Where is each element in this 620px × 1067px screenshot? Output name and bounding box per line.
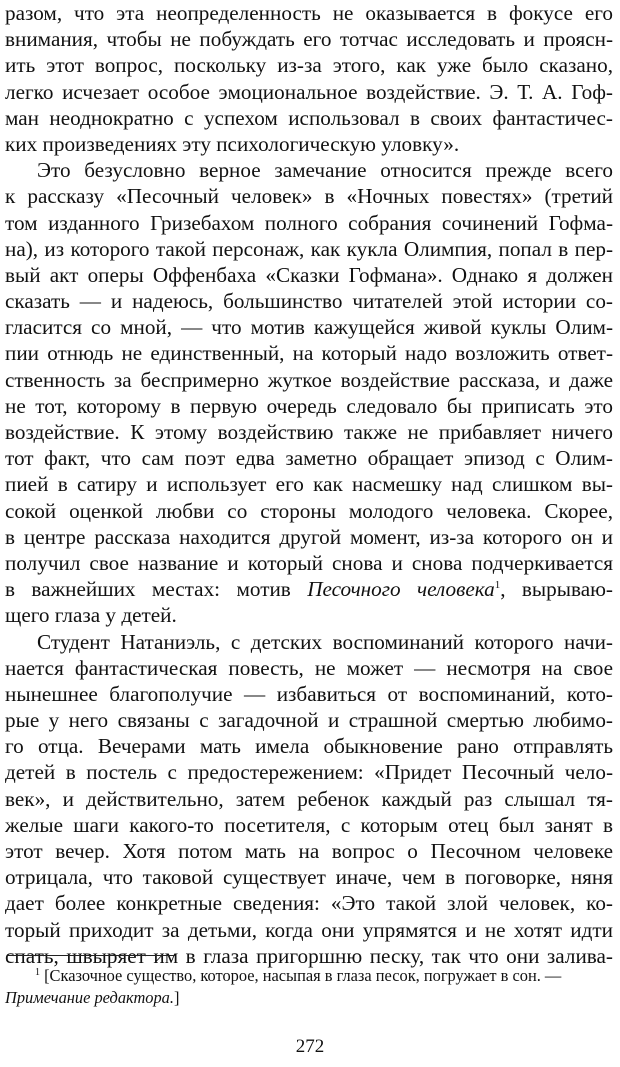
text-line: го отца. Вечерами мать имела обыкновение рано отправлять <box>5 734 613 759</box>
footnote <box>5 965 613 1008</box>
page-number: 272 <box>295 1036 325 1057</box>
text-line: ственность за беспримерно жуткое воздействие рассказа, и даже <box>5 367 613 392</box>
text-line: торый приходит за детьми, когда они упрямятся и не хотят идти <box>5 917 613 942</box>
text-line-with-footnote-ref <box>5 576 613 602</box>
text-line: тот факт, что сам поэт едва заметно обращает эпизод с Олим- <box>5 446 613 471</box>
text-line: отрицала, что таковой существует иначе, чем в поговорке, няня <box>5 865 613 890</box>
text-line: спать, швыряет им в глаза пригоршню песку, так что они залива- <box>5 943 613 968</box>
text-line: к рассказу «Песочный человек» в «Ночных повестях» (третий <box>5 184 613 209</box>
footnote-ref[interactable]: 1 <box>494 579 501 592</box>
text-line: сокой оценкой любви со стороны молодого человека. Скорее, <box>5 498 613 523</box>
text-line: легко исчезает особое эмоциональное воздействие. Э. Т. А. Гоф- <box>5 79 613 104</box>
text-line: щего глаза у детей. <box>5 603 177 628</box>
main-text <box>5 0 613 969</box>
text-line: на), из которого такой персонаж, как кукла Олимпия, попал в пер- <box>5 236 613 261</box>
text-line: ить этот вопрос, поскольку из-за этого, как уже было сказано, <box>5 53 613 78</box>
text-line: том изданного Гризебахом полного собрания сочинений Гофма- <box>5 210 613 235</box>
footnote-marker: 1 <box>35 967 40 978</box>
text-line: дает более конкретные сведения: «Это такой злой человек, ко- <box>5 891 613 916</box>
text-line: пии отнюдь не единственный, на который надо возложить ответ- <box>5 341 613 366</box>
text-line: век», и действительно, затем ребенок каждый раз слышал тя- <box>5 786 613 811</box>
text-line: пией в сатиру и использует его как насмешку над слишком вы- <box>5 472 613 497</box>
text-line: получил свое название и который снова и снова подчеркивается <box>5 550 613 575</box>
footnote-bracket: ] <box>173 987 180 1007</box>
footnote-divider <box>8 955 175 956</box>
text-line: воздействие. К этому воздействию также не прибавляет ничего <box>5 420 613 444</box>
footnote-text: [Сказочное существо, которое, насыпая в глаза песок, погружает в сон. — <box>40 966 562 985</box>
text-line: Студент Натаниэль, с детских воспоминаний которого начи- <box>37 629 613 654</box>
footnote-line <box>5 987 613 1009</box>
text-line: этот вечер. Хотя потом мать на вопрос о Песочном человеке <box>5 839 613 863</box>
text-line: разом, что эта неопределенность не оказывается в фокусе его <box>5 1 613 25</box>
footnote-line <box>5 965 613 987</box>
text-line: сказать — и надеюсь, большинство читателей этой истории со- <box>5 289 613 314</box>
text-line: нынешнее благополучие — избавиться от воспоминаний, кото- <box>5 681 613 706</box>
text-line: ман неоднократно с успехом использовал в своих фантастичес- <box>5 105 613 130</box>
text-line: в центре рассказа находится другой момент, из-за которого он и <box>5 524 613 549</box>
text-fragment: в важнейших местах: мотив <box>5 577 308 602</box>
text-line: желые шаги какого-то посетителя, с которым отец был занят в <box>5 812 613 837</box>
text-line: внимания, чтобы не побуждать его тотчас исследовать и проясн- <box>5 27 613 52</box>
text-line: Это безусловно верное замечание относится прежде всего <box>37 158 613 183</box>
italic-term: Песочного человека <box>307 577 495 602</box>
text-line: гласится со мной, — что мотив кажущейся живой куклы Олим- <box>5 315 613 340</box>
text-line: не тот, которому в первую очередь следовало бы приписать это <box>5 393 613 418</box>
text-fragment: , вырываю- <box>500 577 613 602</box>
editor-note: Примечание редактора. <box>5 987 174 1007</box>
text-line: детей в постель с предостережением: «Придет Песочный чело- <box>5 760 613 785</box>
text-line: вый акт оперы Оффенбаха «Сказки Гофмана». Однако я должен <box>5 262 613 287</box>
text-line: ких произведениях эту психологическую уловку». <box>5 131 460 156</box>
text-line: рые у него связаны с загадочной и страшной смертью любимо- <box>5 708 613 733</box>
text-line: нается фантастическая повесть, не может — несмотря на свое <box>5 655 613 680</box>
